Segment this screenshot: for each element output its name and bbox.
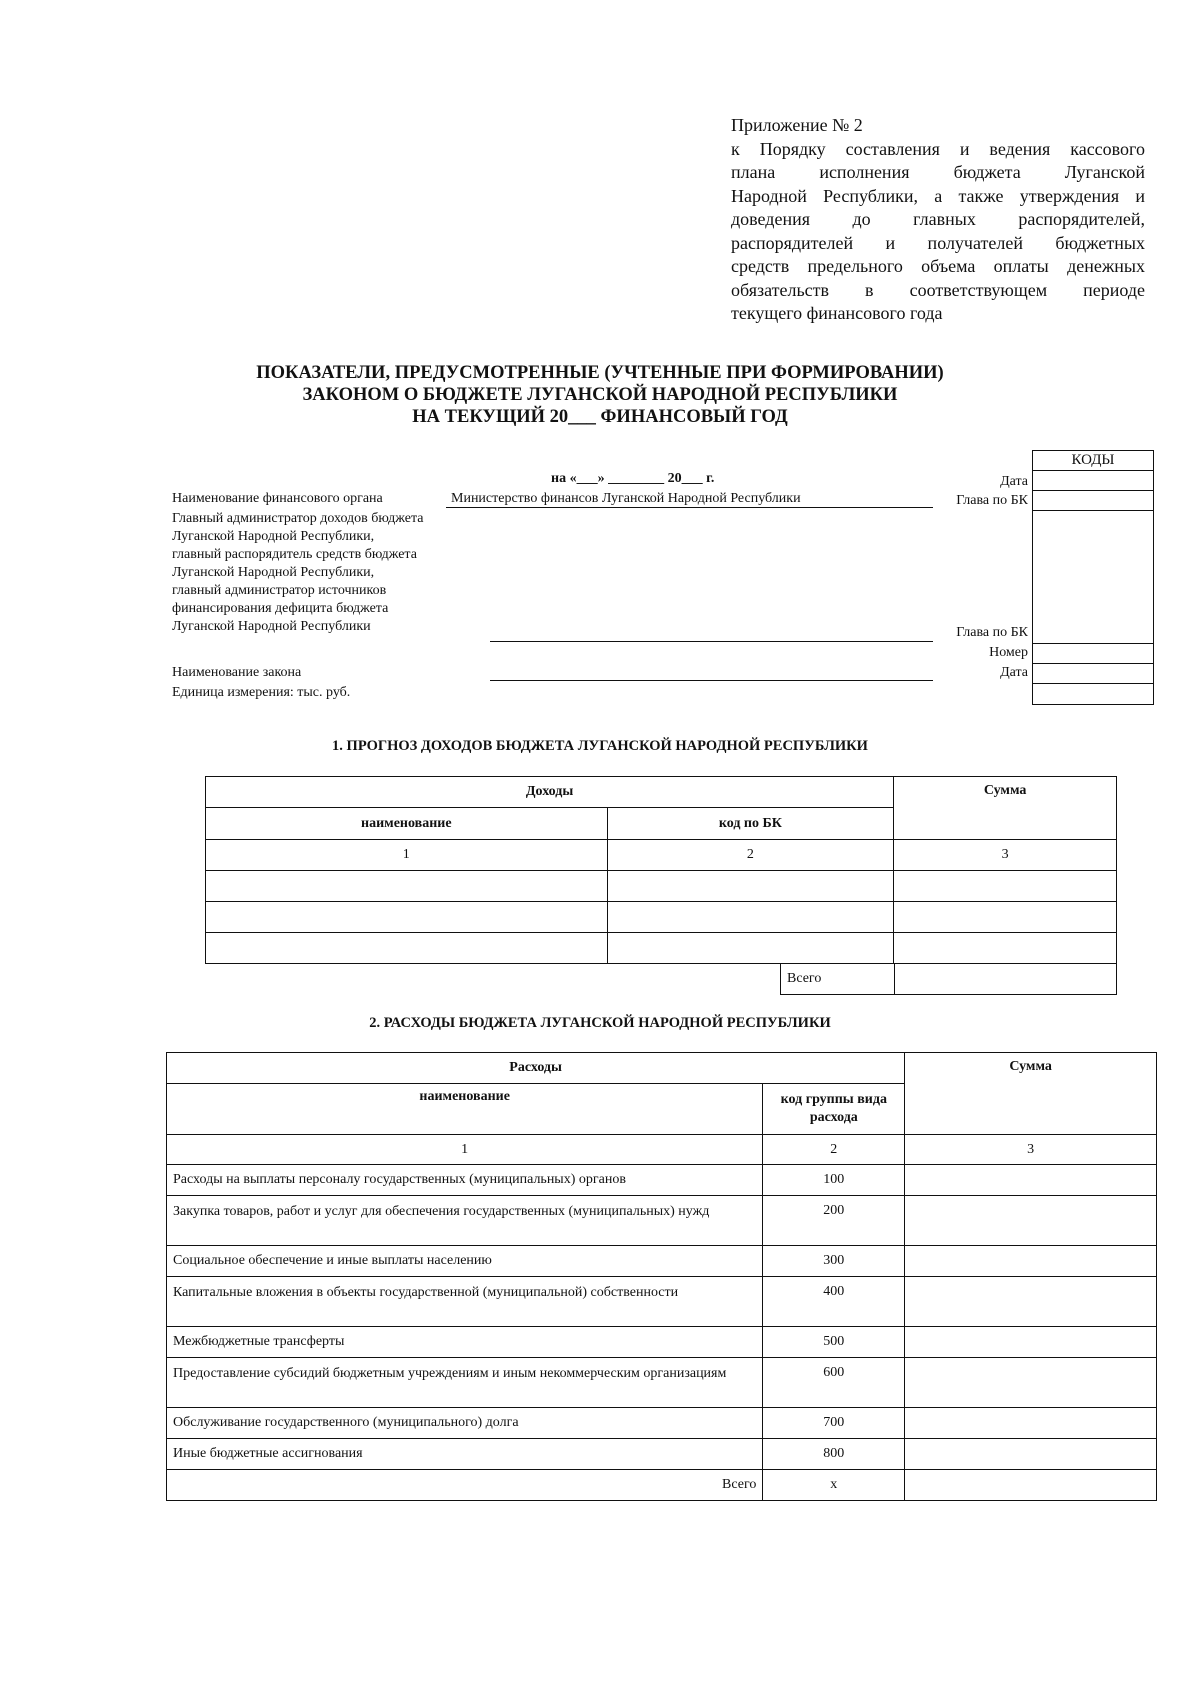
fin-org-underline	[446, 507, 933, 508]
appendix-line: обязательств в соответствующем периоде	[731, 279, 1145, 300]
expense-name: Обслуживание государственного (муниципального) долга	[167, 1408, 763, 1439]
section2-title: 2. РАСХОДЫ БЮДЖЕТА ЛУГАНСКОЙ НАРОДНОЙ РЕСПУБЛИКИ	[369, 1015, 831, 1031]
appendix-line: плана исполнения бюджета Луганской	[731, 162, 1145, 182]
table-row	[167, 1053, 1157, 1084]
fin-org-value: Министерство финансов Луганской Народной Республики	[451, 491, 801, 506]
codes-header: КОДЫ	[1033, 451, 1153, 471]
table-row	[206, 933, 1117, 964]
appendix-line: текущего финансового года	[731, 303, 943, 323]
table-cell	[894, 933, 1117, 964]
expense-sum	[905, 1358, 1157, 1408]
code-cell-date	[1033, 471, 1153, 491]
expense-name: Социальное обеспечение и иные выплаты населению	[167, 1246, 763, 1277]
total-value	[905, 1470, 1157, 1501]
col-name-header: наименование	[206, 808, 608, 840]
table-row	[167, 1135, 1157, 1165]
table-cell	[894, 902, 1117, 933]
col-group-header: Доходы	[206, 777, 894, 808]
expense-table	[166, 1052, 1157, 1501]
expense-code: 700	[763, 1408, 905, 1439]
admin-label-line: Луганской Народной Республики	[172, 619, 371, 634]
total-label: Всего	[781, 964, 895, 995]
table-cell	[206, 933, 608, 964]
table-cell	[206, 902, 608, 933]
expense-code: 600	[763, 1358, 905, 1408]
code-cell-admin	[1033, 511, 1153, 644]
table-row	[167, 1196, 1157, 1246]
appendix-line: Приложение № 2	[731, 115, 863, 135]
law-label: Наименование закона	[172, 665, 302, 680]
expense-sum	[905, 1327, 1157, 1358]
col-number: 2	[763, 1135, 905, 1165]
expense-code: 100	[763, 1165, 905, 1196]
col-number: 1	[206, 840, 608, 871]
table-row	[167, 1439, 1157, 1470]
fin-org-label: Наименование финансового органа	[172, 491, 383, 506]
unit-label: Единица измерения: тыс. руб.	[172, 685, 351, 700]
total-row	[781, 964, 1117, 995]
admin-label-line: финансирования дефицита бюджета	[172, 601, 389, 616]
glava-label-2: Глава по БК	[956, 625, 1028, 640]
col-number: 3	[894, 840, 1117, 871]
expense-code: 300	[763, 1246, 905, 1277]
expense-code: 200	[763, 1196, 905, 1246]
expense-sum	[905, 1196, 1157, 1246]
expense-name: Закупка товаров, работ и услуг для обеспечения государственных (муниципальных) нужд	[167, 1196, 763, 1246]
expense-code: 400	[763, 1277, 905, 1327]
table-cell	[206, 871, 608, 902]
date-label: Дата	[1000, 474, 1028, 489]
law-underline	[490, 680, 933, 681]
table-cell	[607, 902, 894, 933]
income-total-table	[780, 963, 1117, 995]
admin-underline	[490, 641, 933, 642]
total-code: х	[763, 1470, 905, 1501]
table-row	[167, 1277, 1157, 1327]
table-row	[206, 902, 1117, 933]
col-group-header: Расходы	[167, 1053, 905, 1084]
appendix-line: Народной Республики, а также утверждения и	[731, 185, 1145, 206]
table-row	[206, 840, 1117, 871]
table-cell	[607, 933, 894, 964]
appendix-line: средств предельного объема оплаты денежных	[731, 256, 1145, 276]
date-label-2: Дата	[1000, 665, 1028, 680]
total-value	[894, 964, 1116, 995]
appendix-note	[731, 114, 1145, 326]
appendix-line: к Порядку составления и ведения кассового	[731, 138, 1145, 159]
expense-sum	[905, 1246, 1157, 1277]
number-label: Номер	[989, 645, 1028, 660]
table-row	[206, 871, 1117, 902]
code-cell-glava	[1033, 491, 1153, 511]
income-table	[205, 776, 1117, 964]
expense-sum	[905, 1165, 1157, 1196]
expense-name: Межбюджетные трансферты	[167, 1327, 763, 1358]
admin-label	[172, 510, 423, 636]
col-sum-header: Сумма	[905, 1053, 1157, 1135]
appendix-line: доведения до главных распорядителей,	[731, 209, 1145, 229]
appendix-line: распорядителей и получателей бюджетных	[731, 232, 1145, 253]
table-row	[167, 1358, 1157, 1408]
table-cell	[894, 871, 1117, 902]
col-sum-header: Сумма	[894, 777, 1117, 840]
title-line: ЗАКОНОМ О БЮДЖЕТЕ ЛУГАНСКОЙ НАРОДНОЙ РЕСПУБЛИКИ	[302, 385, 898, 405]
expense-code: 500	[763, 1327, 905, 1358]
expense-sum	[905, 1439, 1157, 1470]
col-name-header: наименование	[167, 1084, 763, 1135]
admin-label-line: Главный администратор доходов бюджета	[172, 511, 424, 526]
table-row	[167, 1327, 1157, 1358]
col-number: 2	[607, 840, 894, 871]
table-row	[206, 777, 1117, 808]
expense-sum	[905, 1408, 1157, 1439]
title-line: НА ТЕКУЩИЙ 20___ ФИНАНСОВЫЙ ГОД	[412, 407, 788, 427]
title-line: ПОКАЗАТЕЛИ, ПРЕДУСМОТРЕННЫЕ (УЧТЕННЫЕ ПРИ ФОРМИРОВАНИИ)	[256, 363, 944, 383]
document-title	[0, 362, 1200, 428]
code-cell-glava-2	[1033, 644, 1153, 664]
admin-label-line: главный распорядитель средств бюджета	[172, 547, 417, 562]
table-cell	[607, 871, 894, 902]
table-row	[167, 1246, 1157, 1277]
admin-label-line: Луганской Народной Республики,	[172, 565, 375, 580]
col-code-header: код по БК	[607, 808, 894, 840]
expense-sum	[905, 1277, 1157, 1327]
expense-name: Расходы на выплаты персоналу государственных (муниципальных) органов	[167, 1165, 763, 1196]
expense-code: 800	[763, 1439, 905, 1470]
table-row	[167, 1408, 1157, 1439]
col-number: 3	[905, 1135, 1157, 1165]
report-date-line: на «___» ________ 20___ г.	[551, 471, 715, 486]
admin-label-line: Луганской Народной Республики,	[172, 529, 375, 544]
total-row	[167, 1470, 1157, 1501]
codes-box	[1032, 450, 1154, 705]
glava-label: Глава по БК	[956, 493, 1028, 508]
expense-name: Капитальные вложения в объекты государственной (муниципальной) собственности	[167, 1277, 763, 1327]
expense-name: Иные бюджетные ассигнования	[167, 1439, 763, 1470]
expense-name: Предоставление субсидий бюджетным учреждениям и иным некоммерческим организациям	[167, 1358, 763, 1408]
total-label: Всего	[167, 1470, 763, 1501]
code-cell-date-2	[1033, 684, 1153, 704]
section1-title: 1. ПРОГНОЗ ДОХОДОВ БЮДЖЕТА ЛУГАНСКОЙ НАРОДНОЙ РЕСПУБЛИКИ	[332, 738, 868, 754]
table-row	[167, 1165, 1157, 1196]
col-code-header: код группы вида расхода	[763, 1084, 905, 1135]
code-cell-number	[1033, 664, 1153, 684]
admin-label-line: главный администратор источников	[172, 583, 387, 598]
col-number: 1	[167, 1135, 763, 1165]
